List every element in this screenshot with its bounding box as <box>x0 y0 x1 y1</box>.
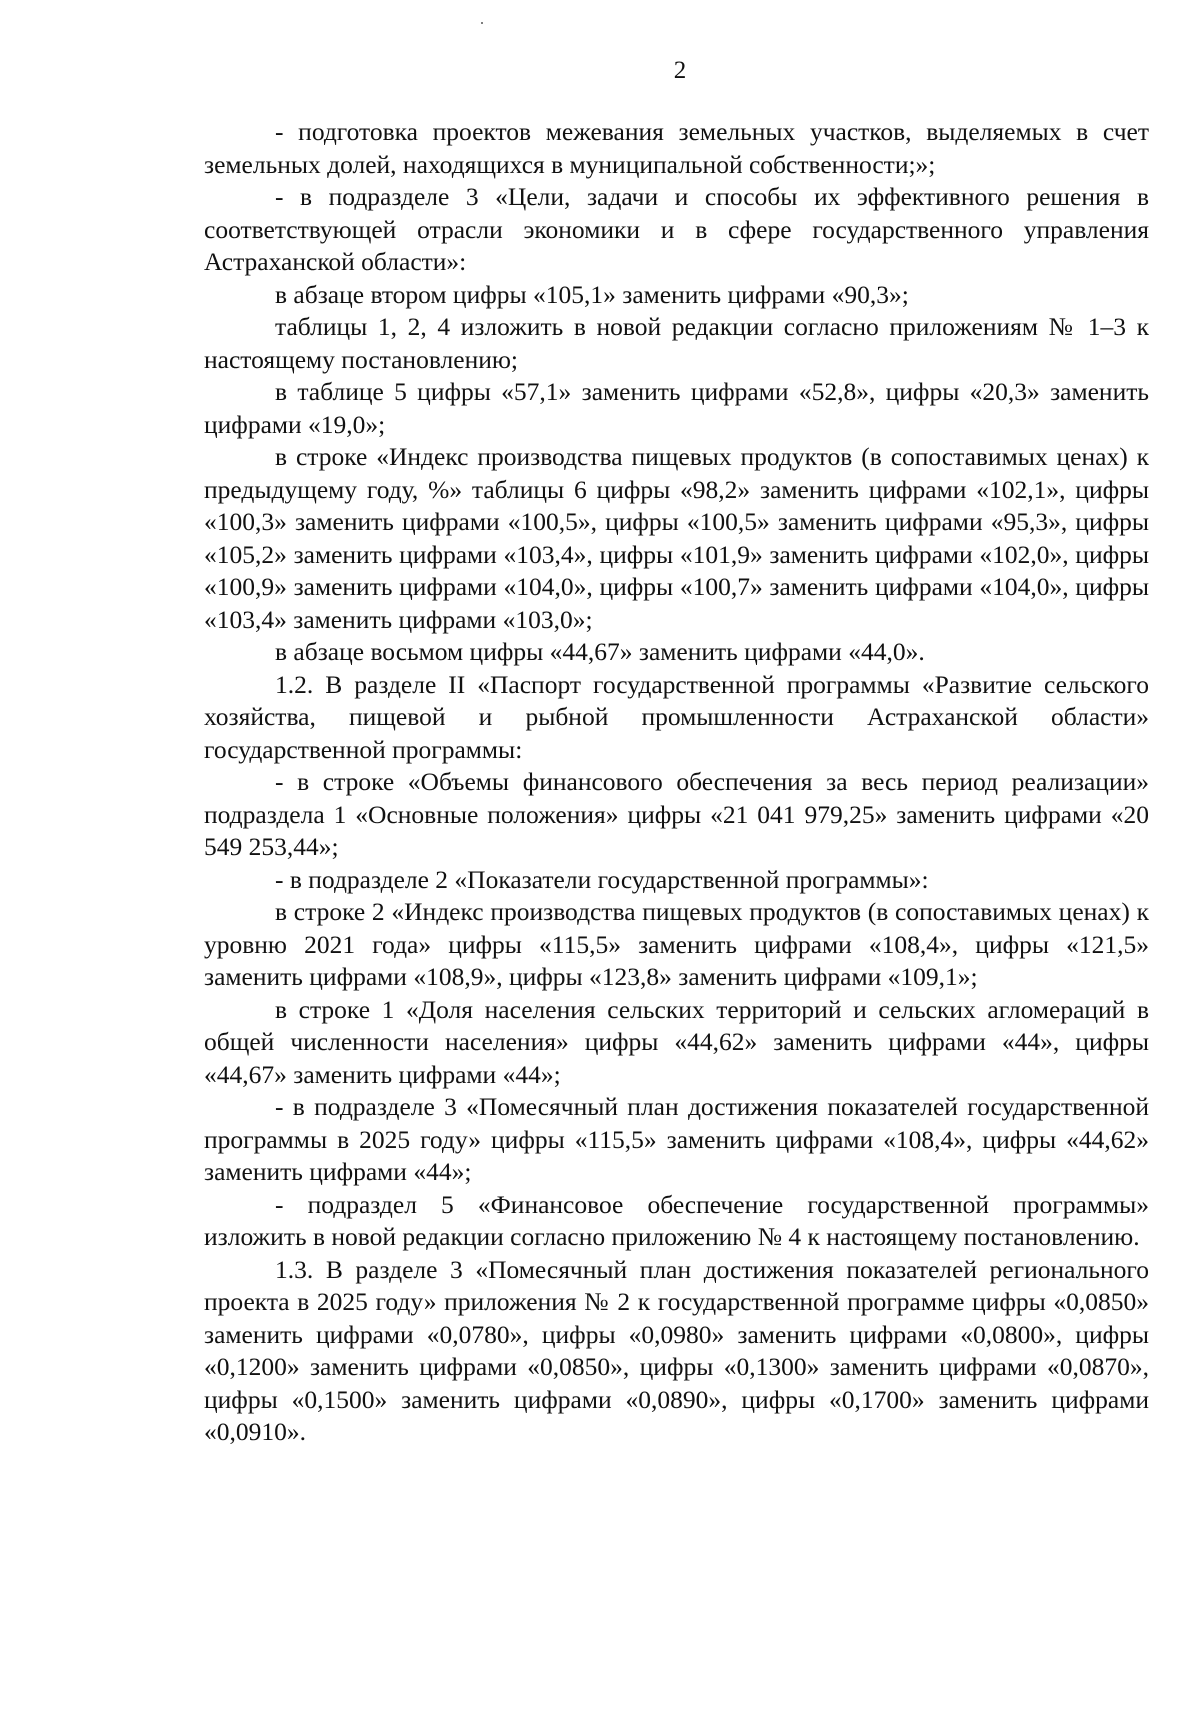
paragraph-subsection-2-indicators: - в подразделе 2 «Показатели государственной программы»: <box>275 864 929 894</box>
paragraph-subsection-3-goals: - в подразделе 3 «Цели, задачи и способы их эффективного решения в соответствующей отрасли экономики и в сфере государственного управления Астраханской области»: <box>204 182 1149 276</box>
paragraph-second-abzats: в абзаце втором цифры «105,1» заменить цифрами «90,3»; <box>275 279 909 309</box>
paragraph-tables-1-2-4: таблицы 1, 2, 4 изложить в новой редакции согласно приложениям № 1–3 к настоящему постановлению; <box>204 312 1149 374</box>
paragraph-row-2-food-index: в строке 2 «Индекс производства пищевых продуктов (в сопоставимых ценах) к уровню 2021 года» цифры «115,5» заменить цифрами «108,4», цифры «121,5» заменить цифрами «108,9», цифры «123,8» заменить цифрами «109,1»; <box>204 897 1149 991</box>
paragraph-subsection-5-financing: - подраздел 5 «Финансовое обеспечение государственной программы» изложить в новой редакции согласно приложению № 4 к настоящему постановлению. <box>204 1189 1149 1251</box>
paragraph-eighth-abzats: в абзаце восьмом цифры «44,67» заменить цифрами «44,0». <box>275 637 925 666</box>
paragraph-subsection-3-monthly-plan: - в подразделе 3 «Помесячный план достижения показателей государственной программы в 2025 году» цифры «115,5» заменить цифрами «108,4», цифры «44,62» заменить цифрами «44»; <box>204 1092 1149 1186</box>
paragraph-section-1-3: 1.3. В разделе 3 «Помесячный план достижения показателей регионального проекта в 2025 году» приложения № 2 к государственной программе цифры «0,0850» заменить цифрами «0,0780», цифры «0,0980» заменить цифрами «0,0800», цифры «0,1200» заменить цифрами «0,0850», цифры «0,1300» заменить цифрами «0,0870», цифры «0,1500» заменить цифрами «0,0890», цифры «0,1700» заменить цифрами «0,0910». <box>204 1254 1149 1446</box>
scan-speck <box>481 22 483 24</box>
paragraph-financing-volumes: - в строке «Объемы финансового обеспечения за весь период реализации» подраздела 1 «Основные положения» цифры «21 041 979,25» заменить цифрами «20 549 253,44»; <box>204 767 1149 861</box>
page-number: 2 <box>673 57 687 84</box>
paragraph-table-5: в таблице 5 цифры «57,1» заменить цифрами «52,8», цифры «20,3» заменить цифрами «19,0»; <box>204 377 1149 439</box>
paragraph-land-surveying: - подготовка проектов межевания земельных участков, выделяемых в счет земельных долей, находящихся в муниципальной собственности;»; <box>204 117 1149 179</box>
document-body <box>204 116 1149 1449</box>
paragraph-row-1-rural-population: в строке 1 «Доля населения сельских территорий и сельских агломераций в общей численности населения» цифры «44,62» заменить цифрами «44», цифры «44,67» заменить цифрами «44»; <box>204 994 1149 1089</box>
paragraph-table-6-food-index: в строке «Индекс производства пищевых продуктов (в сопоставимых ценах) к предыдущему году, %» таблицы 6 цифры «98,2» заменить цифрами «102,1», цифры «100,3» заменить цифрами «100,5», цифры «100,5» заменить цифрами «95,3», цифры «105,2» заменить цифрами «103,4», цифры «101,9» заменить цифрами «102,0», цифры «100,9» заменить цифрами «104,0», цифры «100,7» заменить цифрами «104,0», цифры «103,4» заменить цифрами «103,0»; <box>204 442 1149 634</box>
paragraph-section-1-2: 1.2. В разделе II «Паспорт государственной программы «Развитие сельского хозяйства, пищевой и рыбной промышленности Астраханской области» государственной программы: <box>204 669 1149 764</box>
